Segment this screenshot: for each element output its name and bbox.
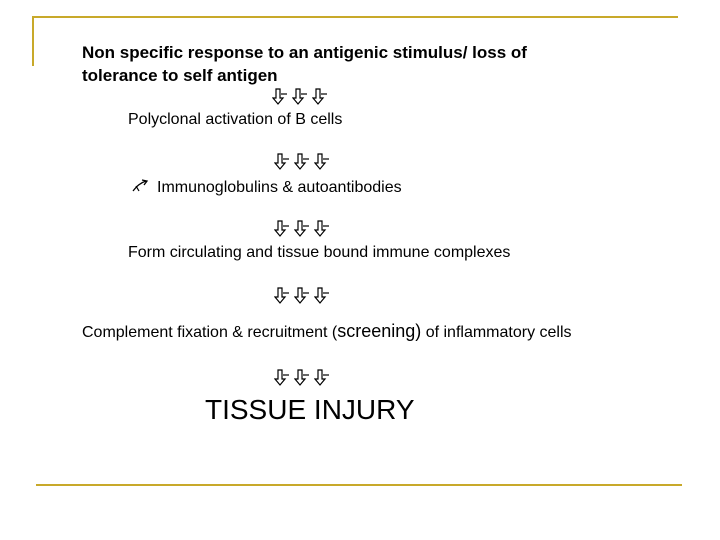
flow-arrows-3 [274, 219, 330, 237]
down-arrow-icon [274, 368, 290, 386]
down-arrow-icon [294, 219, 310, 237]
down-arrow-icon [292, 87, 308, 105]
step-complement-text-1: Complement fixation & recruitment ( [82, 324, 338, 341]
step-complement-fixation [82, 321, 572, 343]
down-arrow-icon [314, 152, 330, 170]
heading-line-2: tolerance to self antigen [82, 66, 278, 85]
down-arrow-icon [294, 286, 310, 304]
step-polyclonal-activation: Polyclonal activation of B cells [128, 111, 343, 128]
down-arrow-icon [294, 152, 310, 170]
step-immune-complexes: Form circulating and tissue bound immune complexes [128, 244, 511, 261]
increase-arrow-icon [131, 179, 149, 193]
step-immunoglobulins-label: Immunoglobulins & autoantibodies [157, 179, 402, 196]
down-arrow-icon [314, 368, 330, 386]
flow-arrows-4 [274, 286, 330, 304]
heading-line-1: Non specific response to an antigenic stimulus/ loss of [82, 43, 527, 62]
down-arrow-icon [272, 87, 288, 105]
down-arrow-icon [314, 286, 330, 304]
down-arrow-icon [314, 219, 330, 237]
tissue-injury-outcome: TISSUE INJURY [205, 394, 415, 425]
down-arrow-icon [274, 286, 290, 304]
top-rule [32, 16, 678, 18]
step-complement-emphasis: screening) [337, 321, 422, 341]
flow-arrows-2 [274, 152, 330, 170]
flow-arrows-5 [274, 368, 330, 386]
left-rule [32, 16, 34, 66]
slide-heading [82, 41, 527, 87]
down-arrow-icon [312, 87, 328, 105]
bottom-rule [36, 484, 682, 486]
step-immunoglobulins [131, 178, 402, 198]
flow-arrows-1 [272, 87, 328, 105]
down-arrow-icon [274, 152, 290, 170]
down-arrow-icon [274, 219, 290, 237]
down-arrow-icon [294, 368, 310, 386]
step-complement-text-2: of inflammatory cells [421, 324, 572, 341]
